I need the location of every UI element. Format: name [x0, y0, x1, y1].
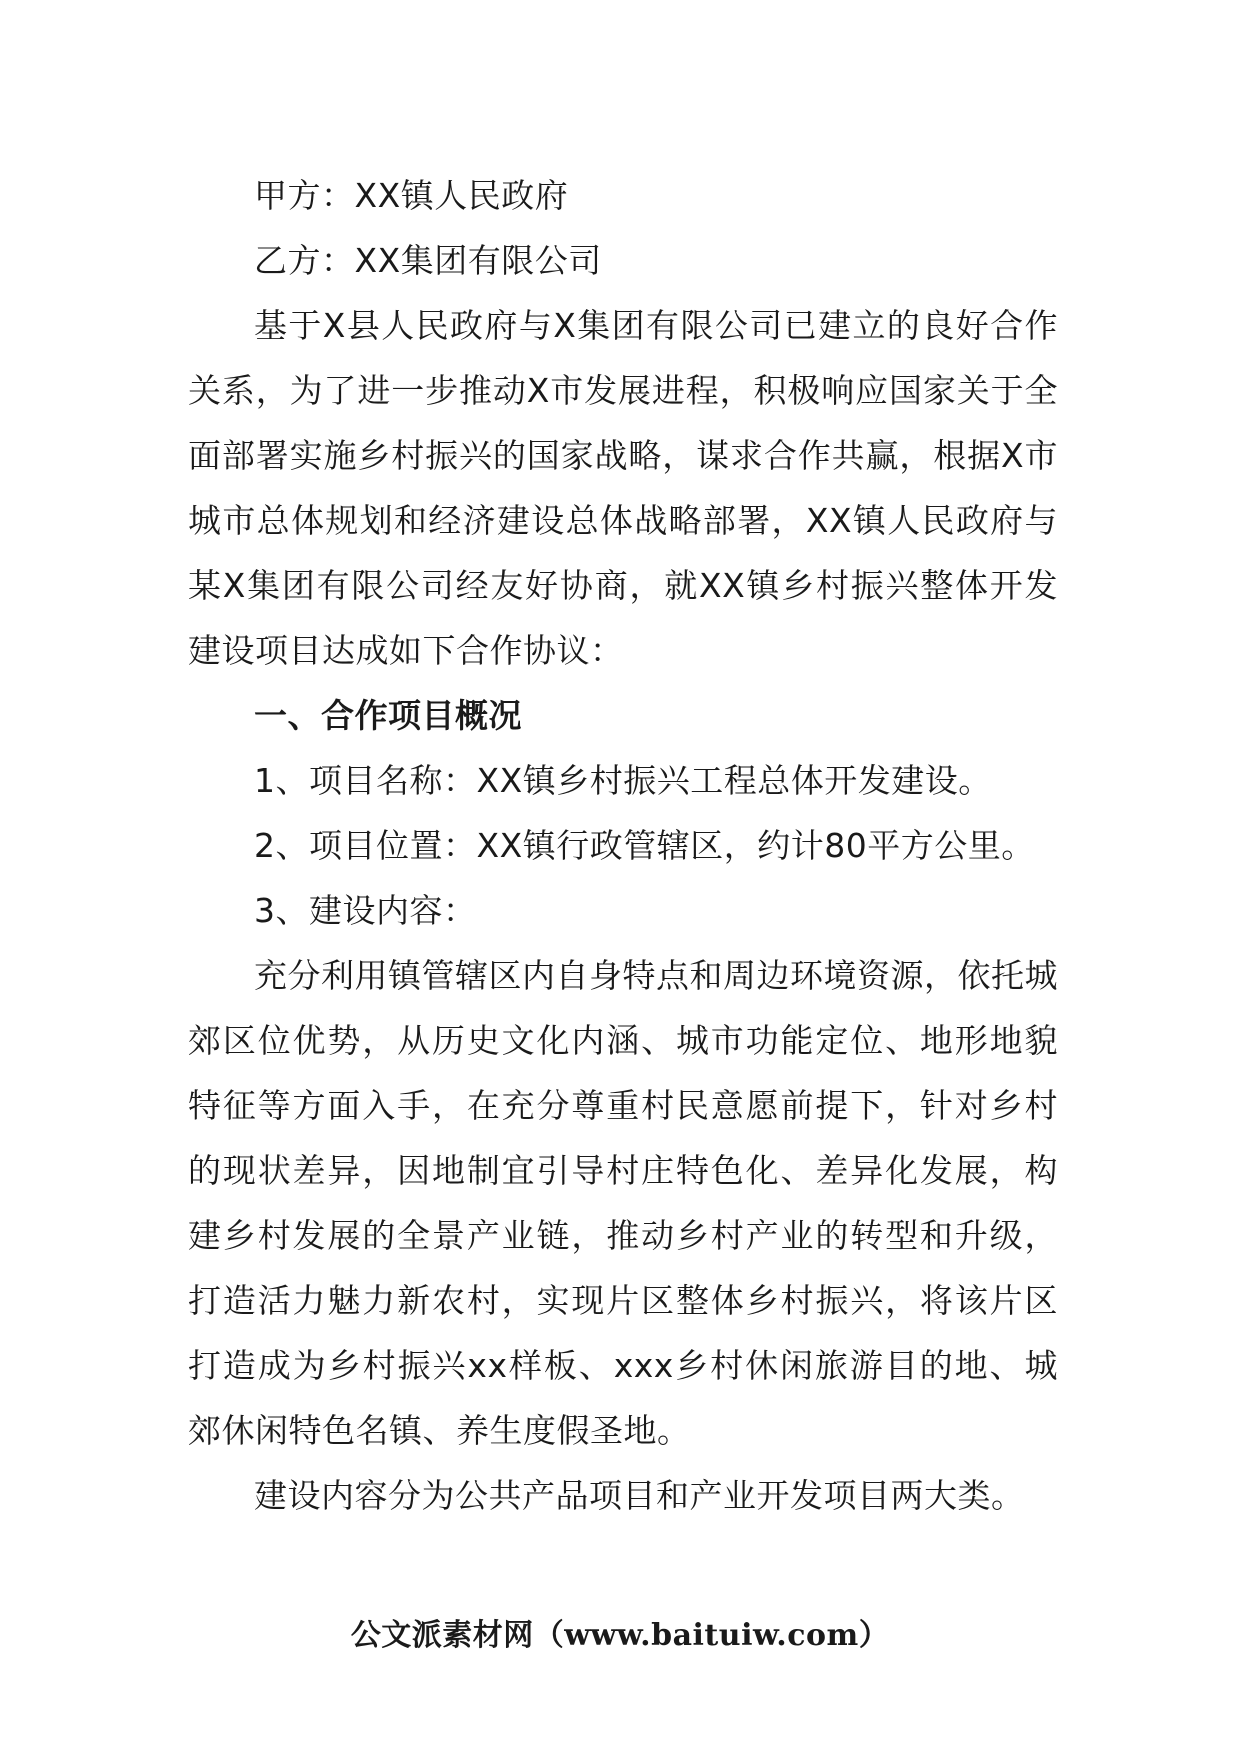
document-body: [188, 163, 1058, 1528]
intro-paragraph: 基于X县人民政府与X集团有限公司已建立的良好合作关系，为了进一步推动X市发展进程，积极响应国家关于全面部署实施乡村振兴的国家战略，谋求合作共赢，根据X市城市总体规划和经济建设总体战略部署，XX镇人民政府与某X集团有限公司经友好协商，就XX镇乡村振兴整体开发建设项目达成如下合作协议：: [188, 306, 1058, 670]
party-b-line: 乙方：XX集团有限公司: [254, 241, 602, 280]
content-categories-paragraph: 建设内容分为公共产品项目和产业开发项目两大类。: [254, 1476, 1025, 1515]
project-name-item: 1、项目名称：XX镇乡村振兴工程总体开发建设。: [254, 761, 992, 800]
section-heading: 一、合作项目概况: [254, 696, 522, 735]
party-a-line: 甲方：XX镇人民政府: [254, 176, 569, 215]
footer-watermark: 公文派素材网（www.baituiw.com）: [350, 1618, 890, 1653]
construction-content-item: 3、建设内容：: [254, 891, 477, 930]
content-description-paragraph: 充分利用镇管辖区内自身特点和周边环境资源，依托城郊区位优势，从历史文化内涵、城市功能定位、地形地貌特征等方面入手，在充分尊重村民意愿前提下，针对乡村的现状差异，因地制宜引导村庄特色化、差异化发展，构建乡村发展的全景产业链，推动乡村产业的转型和升级，打造活力魅力新农村，实现片区整体乡村振兴，将该片区打造成为乡村振兴xx样板、xxx乡村休闲旅游目的地、城郊休闲特色名镇、养生度假圣地。: [188, 956, 1058, 1450]
project-location-item: 2、项目位置：XX镇行政管辖区，约计80平方公里。: [254, 826, 1035, 865]
